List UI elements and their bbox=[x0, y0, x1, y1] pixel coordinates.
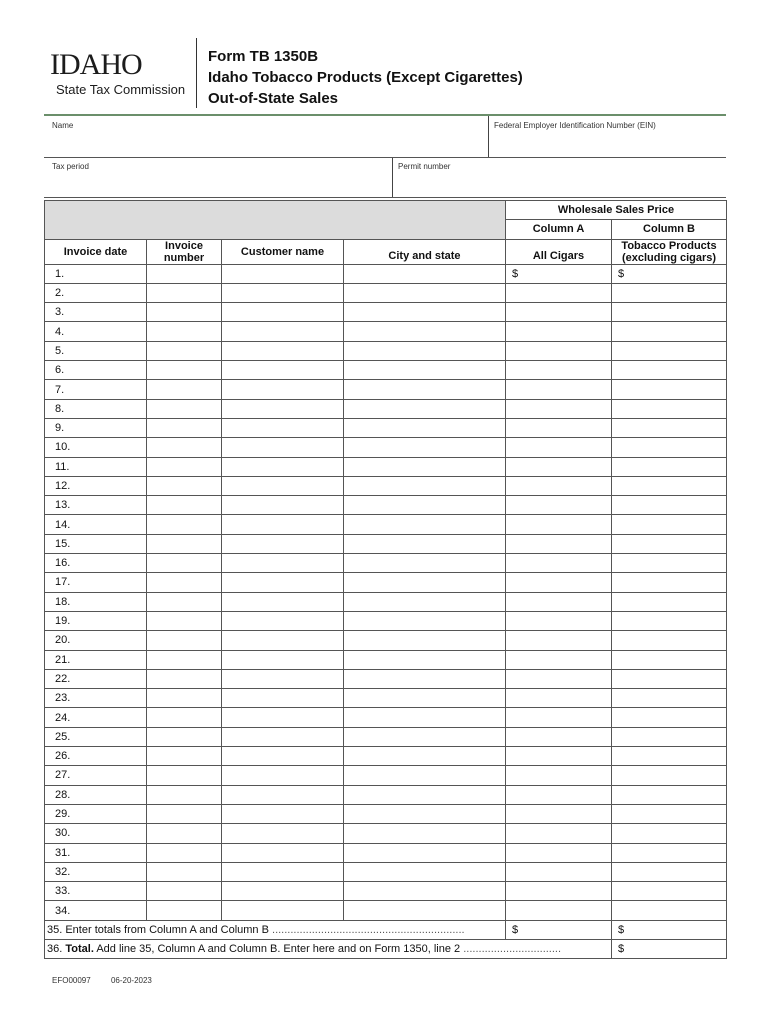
customer-name-cell[interactable] bbox=[222, 418, 344, 437]
tobacco-products-cell[interactable] bbox=[612, 669, 727, 688]
customer-name-cell[interactable] bbox=[222, 611, 344, 630]
leader-dots: ................................ bbox=[463, 943, 562, 956]
name-ein-row bbox=[44, 116, 726, 158]
invoice-number-cell[interactable] bbox=[147, 843, 222, 862]
customer-name-cell[interactable] bbox=[222, 689, 344, 708]
city-state-cell[interactable] bbox=[344, 592, 506, 611]
city-state-cell[interactable] bbox=[344, 708, 506, 727]
all-cigars-header: All Cigars bbox=[506, 239, 612, 264]
invoice-number-cell[interactable] bbox=[147, 515, 222, 534]
line-36-number: 36. bbox=[47, 943, 66, 956]
customer-name-cell[interactable] bbox=[222, 380, 344, 399]
table-row bbox=[45, 727, 727, 746]
customer-name-cell[interactable] bbox=[222, 708, 344, 727]
line-35-column-b[interactable]: $ bbox=[612, 920, 727, 939]
form-code: EFO00097 bbox=[52, 976, 91, 985]
invoice-date-cell[interactable]: 29. bbox=[45, 804, 147, 823]
logo-wordmark: IDAHO bbox=[50, 48, 142, 81]
invoice-date-cell[interactable]: 19. bbox=[45, 611, 147, 630]
invoice-number-cell[interactable] bbox=[147, 708, 222, 727]
all-cigars-cell[interactable] bbox=[506, 303, 612, 322]
form-footer bbox=[52, 976, 170, 985]
all-cigars-cell[interactable] bbox=[506, 361, 612, 380]
tobacco-products-cell[interactable] bbox=[612, 631, 727, 650]
tobacco-products-cell[interactable] bbox=[612, 573, 727, 592]
tobacco-products-cell[interactable] bbox=[612, 380, 727, 399]
invoice-number-cell[interactable] bbox=[147, 438, 222, 457]
city-state-cell[interactable] bbox=[344, 650, 506, 669]
all-cigars-cell[interactable] bbox=[506, 689, 612, 708]
tobacco-products-cell[interactable] bbox=[612, 843, 727, 862]
line-35-row bbox=[45, 920, 727, 939]
table-row bbox=[45, 708, 727, 727]
city-state-cell[interactable] bbox=[344, 438, 506, 457]
customer-name-cell[interactable] bbox=[222, 515, 344, 534]
tobacco-products-cell[interactable] bbox=[612, 361, 727, 380]
all-cigars-cell[interactable] bbox=[506, 824, 612, 843]
customer-name-cell[interactable] bbox=[222, 747, 344, 766]
invoice-date-cell[interactable]: 1. bbox=[45, 264, 147, 283]
table-row bbox=[45, 515, 727, 534]
customer-name-cell[interactable] bbox=[222, 766, 344, 785]
tobacco-products-cell[interactable] bbox=[612, 438, 727, 457]
table-row bbox=[45, 341, 727, 360]
customer-name-cell[interactable] bbox=[222, 727, 344, 746]
customer-name-cell[interactable] bbox=[222, 457, 344, 476]
column-b-header: Column B bbox=[612, 220, 727, 239]
line-items bbox=[45, 264, 727, 920]
city-state-cell[interactable] bbox=[344, 785, 506, 804]
tobacco-products-cell[interactable] bbox=[612, 824, 727, 843]
all-cigars-cell[interactable] bbox=[506, 515, 612, 534]
tobacco-products-cell[interactable] bbox=[612, 534, 727, 553]
field-divider bbox=[392, 158, 393, 197]
form-number: Form TB 1350B bbox=[208, 48, 319, 65]
invoice-number-cell[interactable] bbox=[147, 669, 222, 688]
invoice-number-cell[interactable] bbox=[147, 361, 222, 380]
customer-name-cell[interactable] bbox=[222, 303, 344, 322]
city-state-cell[interactable] bbox=[344, 901, 506, 920]
invoice-number-cell[interactable] bbox=[147, 689, 222, 708]
table-row bbox=[45, 399, 727, 418]
invoice-date-cell[interactable]: 34. bbox=[45, 901, 147, 920]
all-cigars-cell[interactable] bbox=[506, 611, 612, 630]
invoice-date-cell[interactable]: 12. bbox=[45, 476, 147, 495]
customer-name-cell[interactable] bbox=[222, 341, 344, 360]
invoice-number-cell[interactable] bbox=[147, 785, 222, 804]
city-state-cell[interactable] bbox=[344, 457, 506, 476]
city-state-cell[interactable] bbox=[344, 534, 506, 553]
invoice-number-cell[interactable] bbox=[147, 592, 222, 611]
table-row bbox=[45, 361, 727, 380]
invoice-number-cell[interactable] bbox=[147, 457, 222, 476]
invoice-number-cell[interactable] bbox=[147, 476, 222, 495]
customer-name-cell[interactable] bbox=[222, 534, 344, 553]
tobacco-products-cell[interactable] bbox=[612, 689, 727, 708]
all-cigars-cell[interactable] bbox=[506, 631, 612, 650]
form-titles bbox=[208, 46, 523, 109]
city-state-cell[interactable] bbox=[344, 264, 506, 283]
city-state-cell[interactable] bbox=[344, 341, 506, 360]
invoice-number-cell[interactable] bbox=[147, 418, 222, 437]
table-row bbox=[45, 843, 727, 862]
customer-name-cell[interactable] bbox=[222, 399, 344, 418]
invoice-date-cell[interactable]: 28. bbox=[45, 785, 147, 804]
invoice-date-cell[interactable]: 31. bbox=[45, 843, 147, 862]
tobacco-products-cell[interactable] bbox=[612, 303, 727, 322]
tobacco-products-cell[interactable] bbox=[612, 283, 727, 302]
tobacco-products-cell[interactable] bbox=[612, 418, 727, 437]
invoice-number-cell[interactable] bbox=[147, 554, 222, 573]
invoice-date-cell[interactable]: 27. bbox=[45, 766, 147, 785]
all-cigars-cell[interactable] bbox=[506, 862, 612, 881]
invoice-date-cell[interactable]: 14. bbox=[45, 515, 147, 534]
city-state-cell[interactable] bbox=[344, 496, 506, 515]
all-cigars-cell[interactable] bbox=[506, 322, 612, 341]
invoice-number-cell[interactable] bbox=[147, 611, 222, 630]
permit-number-label: Permit number bbox=[398, 162, 451, 171]
customer-name-cell[interactable] bbox=[222, 322, 344, 341]
table-row bbox=[45, 534, 727, 553]
invoice-number-cell[interactable] bbox=[147, 824, 222, 843]
form-subtitle: Out-of-State Sales bbox=[208, 90, 339, 107]
form-title: Idaho Tobacco Products (Except Cigarettes) bbox=[208, 69, 523, 86]
table-row bbox=[45, 804, 727, 823]
all-cigars-cell[interactable] bbox=[506, 901, 612, 920]
city-state-cell[interactable] bbox=[344, 322, 506, 341]
sales-table bbox=[44, 200, 727, 959]
invoice-date-cell[interactable]: 32. bbox=[45, 862, 147, 881]
table-row bbox=[45, 901, 727, 920]
invoice-date-cell[interactable]: 15. bbox=[45, 534, 147, 553]
wholesale-sales-price-header: Wholesale Sales Price bbox=[506, 201, 727, 220]
line-35-label bbox=[45, 920, 506, 939]
line-35-column-a[interactable]: $ bbox=[506, 920, 612, 939]
field-divider bbox=[488, 116, 489, 157]
table-row bbox=[45, 283, 727, 302]
all-cigars-cell[interactable] bbox=[506, 283, 612, 302]
customer-name-cell[interactable] bbox=[222, 283, 344, 302]
tobacco-products-header: Tobacco Products (excluding cigars) bbox=[612, 239, 727, 264]
table-row bbox=[45, 322, 727, 341]
invoice-date-cell[interactable]: 17. bbox=[45, 573, 147, 592]
city-state-cell[interactable] bbox=[344, 303, 506, 322]
city-state-cell[interactable] bbox=[344, 843, 506, 862]
city-state-cell[interactable] bbox=[344, 689, 506, 708]
all-cigars-cell[interactable] bbox=[506, 804, 612, 823]
tobacco-products-cell[interactable] bbox=[612, 341, 727, 360]
invoice-date-cell[interactable]: 25. bbox=[45, 727, 147, 746]
tobacco-products-cell[interactable]: $ bbox=[612, 264, 727, 283]
customer-name-cell[interactable] bbox=[222, 631, 344, 650]
invoice-date-cell[interactable]: 33. bbox=[45, 882, 147, 901]
all-cigars-cell[interactable] bbox=[506, 573, 612, 592]
invoice-number-cell[interactable] bbox=[147, 804, 222, 823]
all-cigars-cell[interactable]: $ bbox=[506, 264, 612, 283]
table-row bbox=[45, 824, 727, 843]
table-row bbox=[45, 650, 727, 669]
city-state-cell[interactable] bbox=[344, 747, 506, 766]
all-cigars-cell[interactable] bbox=[506, 650, 612, 669]
all-cigars-cell[interactable] bbox=[506, 708, 612, 727]
table-row bbox=[45, 689, 727, 708]
form-revision-date: 06-20-2023 bbox=[110, 976, 152, 985]
all-cigars-cell[interactable] bbox=[506, 747, 612, 766]
city-state-cell[interactable] bbox=[344, 418, 506, 437]
table-row bbox=[45, 631, 727, 650]
all-cigars-cell[interactable] bbox=[506, 457, 612, 476]
table-row bbox=[45, 457, 727, 476]
invoice-date-cell[interactable]: 3. bbox=[45, 303, 147, 322]
city-state-cell[interactable] bbox=[344, 882, 506, 901]
invoice-date-cell[interactable]: 24. bbox=[45, 708, 147, 727]
city-state-cell[interactable] bbox=[344, 669, 506, 688]
invoice-date-cell[interactable]: 18. bbox=[45, 592, 147, 611]
customer-name-cell[interactable] bbox=[222, 264, 344, 283]
invoice-date-cell[interactable]: 8. bbox=[45, 399, 147, 418]
customer-name-cell[interactable] bbox=[222, 804, 344, 823]
city-state-header: City and state bbox=[344, 239, 506, 264]
all-cigars-cell[interactable] bbox=[506, 534, 612, 553]
customer-name-cell[interactable] bbox=[222, 438, 344, 457]
all-cigars-cell[interactable] bbox=[506, 843, 612, 862]
invoice-date-cell[interactable]: 23. bbox=[45, 689, 147, 708]
city-state-cell[interactable] bbox=[344, 862, 506, 881]
table-row bbox=[45, 476, 727, 495]
period-permit-row bbox=[44, 158, 726, 198]
invoice-number-cell[interactable] bbox=[147, 399, 222, 418]
invoice-date-cell[interactable]: 10. bbox=[45, 438, 147, 457]
customer-name-cell[interactable] bbox=[222, 361, 344, 380]
table-row bbox=[45, 669, 727, 688]
invoice-number-cell[interactable] bbox=[147, 303, 222, 322]
all-cigars-cell[interactable] bbox=[506, 341, 612, 360]
invoice-number-cell[interactable] bbox=[147, 264, 222, 283]
idaho-stc-logo bbox=[50, 50, 200, 100]
line-35-text: 35. Enter totals from Column A and Column B bbox=[47, 923, 269, 936]
table-row bbox=[45, 554, 727, 573]
tobacco-products-cell[interactable] bbox=[612, 611, 727, 630]
invoice-number-cell[interactable] bbox=[147, 534, 222, 553]
customer-name-cell[interactable] bbox=[222, 862, 344, 881]
table-row bbox=[45, 380, 727, 399]
table-row bbox=[45, 592, 727, 611]
customer-name-cell[interactable] bbox=[222, 496, 344, 515]
all-cigars-cell[interactable] bbox=[506, 554, 612, 573]
tobacco-products-cell[interactable] bbox=[612, 457, 727, 476]
header-gray-block bbox=[45, 201, 506, 240]
all-cigars-cell[interactable] bbox=[506, 727, 612, 746]
column-a-header: Column A bbox=[506, 220, 612, 239]
customer-name-cell[interactable] bbox=[222, 882, 344, 901]
invoice-date-cell[interactable]: 20. bbox=[45, 631, 147, 650]
customer-name-cell[interactable] bbox=[222, 476, 344, 495]
tobacco-products-cell[interactable] bbox=[612, 804, 727, 823]
table-row bbox=[45, 862, 727, 881]
leader-dots: ............................................................... bbox=[272, 923, 465, 936]
city-state-cell[interactable] bbox=[344, 380, 506, 399]
tobacco-products-cell[interactable] bbox=[612, 399, 727, 418]
invoice-date-cell[interactable]: 5. bbox=[45, 341, 147, 360]
all-cigars-cell[interactable] bbox=[506, 882, 612, 901]
invoice-date-cell[interactable]: 9. bbox=[45, 418, 147, 437]
customer-name-cell[interactable] bbox=[222, 824, 344, 843]
tobacco-products-cell[interactable] bbox=[612, 766, 727, 785]
city-state-cell[interactable] bbox=[344, 804, 506, 823]
table-row bbox=[45, 264, 727, 283]
table-row bbox=[45, 611, 727, 630]
invoice-number-cell[interactable] bbox=[147, 882, 222, 901]
tobacco-products-cell[interactable] bbox=[612, 650, 727, 669]
invoice-date-cell[interactable]: 6. bbox=[45, 361, 147, 380]
invoice-date-header: Invoice date bbox=[45, 239, 147, 264]
customer-name-header: Customer name bbox=[222, 239, 344, 264]
tobacco-products-cell[interactable] bbox=[612, 901, 727, 920]
city-state-cell[interactable] bbox=[344, 611, 506, 630]
city-state-cell[interactable] bbox=[344, 573, 506, 592]
all-cigars-cell[interactable] bbox=[506, 785, 612, 804]
city-state-cell[interactable] bbox=[344, 283, 506, 302]
all-cigars-cell[interactable] bbox=[506, 380, 612, 399]
invoice-date-cell[interactable]: 4. bbox=[45, 322, 147, 341]
form-header bbox=[44, 38, 726, 116]
table-row bbox=[45, 303, 727, 322]
table-row bbox=[45, 882, 727, 901]
all-cigars-cell[interactable] bbox=[506, 399, 612, 418]
city-state-cell[interactable] bbox=[344, 361, 506, 380]
invoice-number-cell[interactable] bbox=[147, 766, 222, 785]
invoice-number-cell[interactable] bbox=[147, 631, 222, 650]
all-cigars-cell[interactable] bbox=[506, 438, 612, 457]
invoice-number-header: Invoice number bbox=[147, 239, 222, 264]
line-36-text: Add line 35, Column A and Column B. Enter here and on Form 1350, line 2 bbox=[93, 943, 461, 956]
invoice-date-cell[interactable]: 7. bbox=[45, 380, 147, 399]
tobacco-products-cell[interactable] bbox=[612, 785, 727, 804]
tobacco-products-cell[interactable] bbox=[612, 862, 727, 881]
header-divider bbox=[196, 38, 197, 108]
invoice-date-cell[interactable]: 11. bbox=[45, 457, 147, 476]
tobacco-products-cell[interactable] bbox=[612, 727, 727, 746]
invoice-date-cell[interactable]: 26. bbox=[45, 747, 147, 766]
tobacco-products-cell[interactable] bbox=[612, 747, 727, 766]
customer-name-cell[interactable] bbox=[222, 554, 344, 573]
invoice-number-cell[interactable] bbox=[147, 901, 222, 920]
tobacco-products-cell[interactable] bbox=[612, 496, 727, 515]
tobacco-products-cell[interactable] bbox=[612, 554, 727, 573]
invoice-date-cell[interactable]: 21. bbox=[45, 650, 147, 669]
line-36-bold: Total. bbox=[65, 943, 94, 956]
city-state-cell[interactable] bbox=[344, 824, 506, 843]
city-state-cell[interactable] bbox=[344, 554, 506, 573]
customer-name-cell[interactable] bbox=[222, 650, 344, 669]
invoice-number-cell[interactable] bbox=[147, 380, 222, 399]
invoice-number-cell[interactable] bbox=[147, 322, 222, 341]
invoice-number-cell[interactable] bbox=[147, 283, 222, 302]
table-row bbox=[45, 785, 727, 804]
line-36-label bbox=[45, 939, 612, 958]
invoice-date-cell[interactable]: 22. bbox=[45, 669, 147, 688]
tax-period-label: Tax period bbox=[52, 162, 89, 171]
invoice-number-cell[interactable] bbox=[147, 496, 222, 515]
invoice-date-cell[interactable]: 16. bbox=[45, 554, 147, 573]
table-header-row-3 bbox=[45, 239, 727, 264]
invoice-number-cell[interactable] bbox=[147, 727, 222, 746]
tobacco-products-cell[interactable] bbox=[612, 592, 727, 611]
tobacco-products-cell[interactable] bbox=[612, 515, 727, 534]
all-cigars-cell[interactable] bbox=[506, 476, 612, 495]
table-row bbox=[45, 496, 727, 515]
invoice-date-cell[interactable]: 2. bbox=[45, 283, 147, 302]
table-row bbox=[45, 418, 727, 437]
invoice-number-cell[interactable] bbox=[147, 341, 222, 360]
customer-name-cell[interactable] bbox=[222, 573, 344, 592]
tobacco-products-cell[interactable] bbox=[612, 882, 727, 901]
city-state-cell[interactable] bbox=[344, 515, 506, 534]
table-row bbox=[45, 438, 727, 457]
city-state-cell[interactable] bbox=[344, 631, 506, 650]
customer-name-cell[interactable] bbox=[222, 592, 344, 611]
customer-name-cell[interactable] bbox=[222, 785, 344, 804]
city-state-cell[interactable] bbox=[344, 476, 506, 495]
line-36-total[interactable]: $ bbox=[612, 939, 727, 958]
invoice-number-cell[interactable] bbox=[147, 573, 222, 592]
table-row bbox=[45, 747, 727, 766]
all-cigars-cell[interactable] bbox=[506, 592, 612, 611]
line-36-row bbox=[45, 939, 727, 958]
invoice-number-cell[interactable] bbox=[147, 650, 222, 669]
invoice-number-cell[interactable] bbox=[147, 747, 222, 766]
tobacco-products-cell[interactable] bbox=[612, 476, 727, 495]
invoice-date-cell[interactable]: 30. bbox=[45, 824, 147, 843]
invoice-number-cell[interactable] bbox=[147, 862, 222, 881]
city-state-cell[interactable] bbox=[344, 399, 506, 418]
all-cigars-cell[interactable] bbox=[506, 496, 612, 515]
invoice-date-cell[interactable]: 13. bbox=[45, 496, 147, 515]
tobacco-products-cell[interactable] bbox=[612, 708, 727, 727]
table-row bbox=[45, 766, 727, 785]
customer-name-cell[interactable] bbox=[222, 669, 344, 688]
logo-subtitle: State Tax Commission bbox=[56, 82, 186, 97]
tobacco-products-cell[interactable] bbox=[612, 322, 727, 341]
table-row bbox=[45, 573, 727, 592]
customer-name-cell[interactable] bbox=[222, 901, 344, 920]
all-cigars-cell[interactable] bbox=[506, 669, 612, 688]
all-cigars-cell[interactable] bbox=[506, 766, 612, 785]
all-cigars-cell[interactable] bbox=[506, 418, 612, 437]
ein-label: Federal Employer Identification Number (EIN) bbox=[494, 121, 656, 130]
table-header-row-1 bbox=[45, 201, 727, 220]
customer-name-cell[interactable] bbox=[222, 843, 344, 862]
name-label: Name bbox=[52, 121, 74, 130]
city-state-cell[interactable] bbox=[344, 727, 506, 746]
city-state-cell[interactable] bbox=[344, 766, 506, 785]
